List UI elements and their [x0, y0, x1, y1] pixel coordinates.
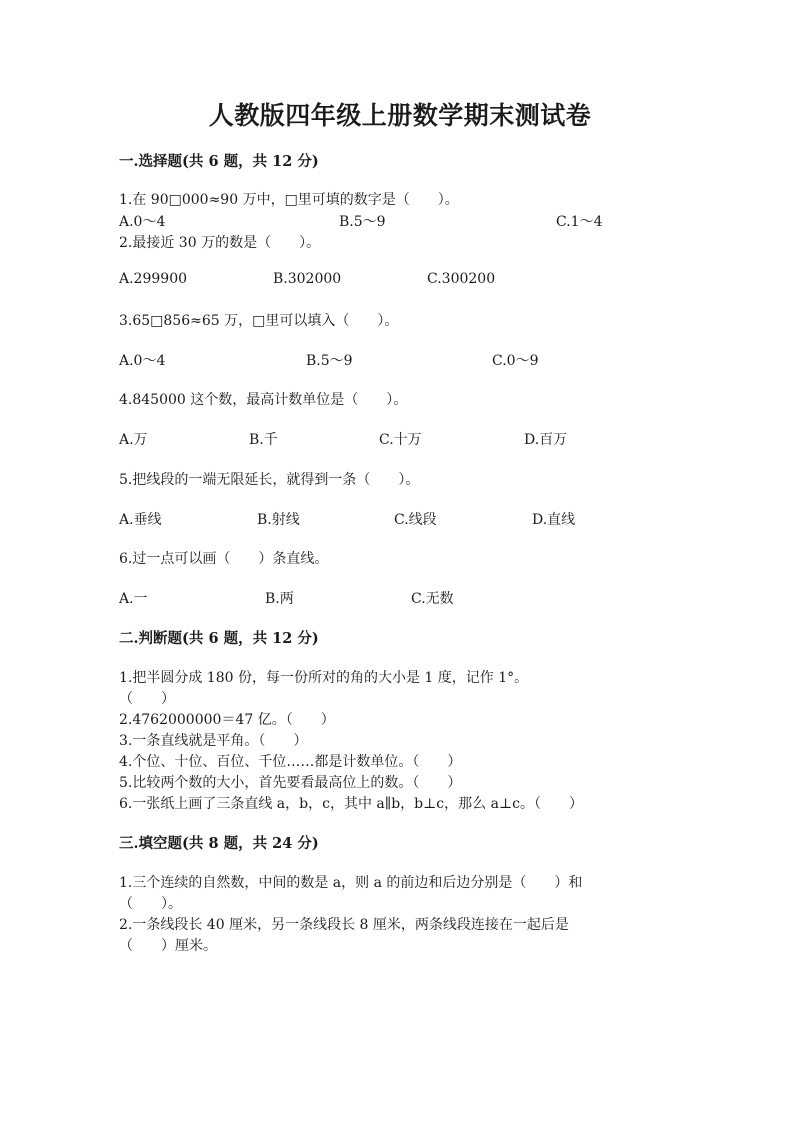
question-3-1: 1.三个连续的自然数，中间的数是 a，则 a 的前边和后边分别是（ ）和 — [119, 875, 583, 891]
option-1-4-d: D.百万 — [524, 432, 568, 448]
question-2-5: 5.比较两个数的大小，首先要看最高位上的数。（ ） — [119, 775, 462, 791]
question-2-6: 6.一张纸上画了三条直线 a，b，c，其中 a∥b，b⊥c，那么 a⊥c。（ ） — [119, 796, 583, 812]
option-1-4-c: C.十万 — [379, 432, 422, 448]
option-1-2-a: A.299900 — [119, 271, 188, 287]
question-1-2: 2.最接近 30 万的数是（ ）。 — [119, 235, 321, 251]
section-heading-choice: 一.选择题(共 6 题，共 12 分) — [119, 153, 319, 170]
question-3-2-continued: （ ）厘米。 — [119, 938, 217, 954]
option-1-4-a: A.万 — [119, 432, 148, 448]
option-1-5-d: D.直线 — [532, 512, 576, 528]
option-1-5-a: A.垂线 — [119, 512, 162, 528]
option-1-6-c: C.无数 — [411, 591, 454, 607]
question-3-2: 2.一条线段长 40 厘米，另一条线段长 8 厘米，两条线段连接在一起后是 — [119, 917, 569, 933]
question-1-1: 1.在 90□000≈90 万中，□里可填的数字是（ ）。 — [119, 192, 459, 208]
option-1-1-b: B.5～9 — [339, 214, 386, 230]
option-1-6-a: A.一 — [119, 591, 148, 607]
question-1-5: 5.把线段的一端无限延长，就得到一条（ ）。 — [119, 472, 420, 488]
option-1-1-c: C.1～4 — [556, 214, 603, 230]
question-1-4: 4.845000 这个数，最高计数单位是（ ）。 — [119, 392, 408, 408]
option-1-5-c: C.线段 — [394, 512, 437, 528]
question-2-4: 4.个位、十位、百位、千位……都是计数单位。（ ） — [119, 754, 462, 770]
option-1-4-b: B.千 — [249, 432, 278, 448]
question-1-3: 3.65□856≈65 万，□里可以填入（ ）。 — [119, 313, 399, 329]
question-3-1-continued: （ ）。 — [119, 896, 182, 912]
option-1-5-b: B.射线 — [257, 512, 300, 528]
page-title: 人教版四年级上册数学期末测试卷 — [208, 101, 592, 130]
question-2-3: 3.一条直线就是平角。（ ） — [119, 733, 308, 749]
option-1-3-b: B.5～9 — [306, 353, 353, 369]
option-1-3-c: C.0～9 — [492, 353, 539, 369]
question-1-6: 6.过一点可以画（ ）条直线。 — [119, 551, 329, 567]
section-heading-fill-blank: 三.填空题(共 8 题，共 24 分) — [119, 835, 319, 852]
question-2-1: 1.把半圆分成 180 份，每一份所对的角的大小是 1 度，记作 1°。 — [119, 670, 529, 686]
question-2-1-blank: （ ） — [119, 691, 175, 707]
question-2-2: 2.4762000000＝47 亿。（ ） — [119, 712, 335, 728]
option-1-6-b: B.两 — [265, 591, 294, 607]
option-1-2-c: C.300200 — [427, 271, 496, 287]
option-1-2-b: B.302000 — [273, 271, 342, 287]
option-1-3-a: A.0～4 — [119, 353, 166, 369]
option-1-1-a: A.0～4 — [119, 214, 166, 230]
section-heading-judgement: 二.判断题(共 6 题，共 12 分) — [119, 630, 319, 647]
